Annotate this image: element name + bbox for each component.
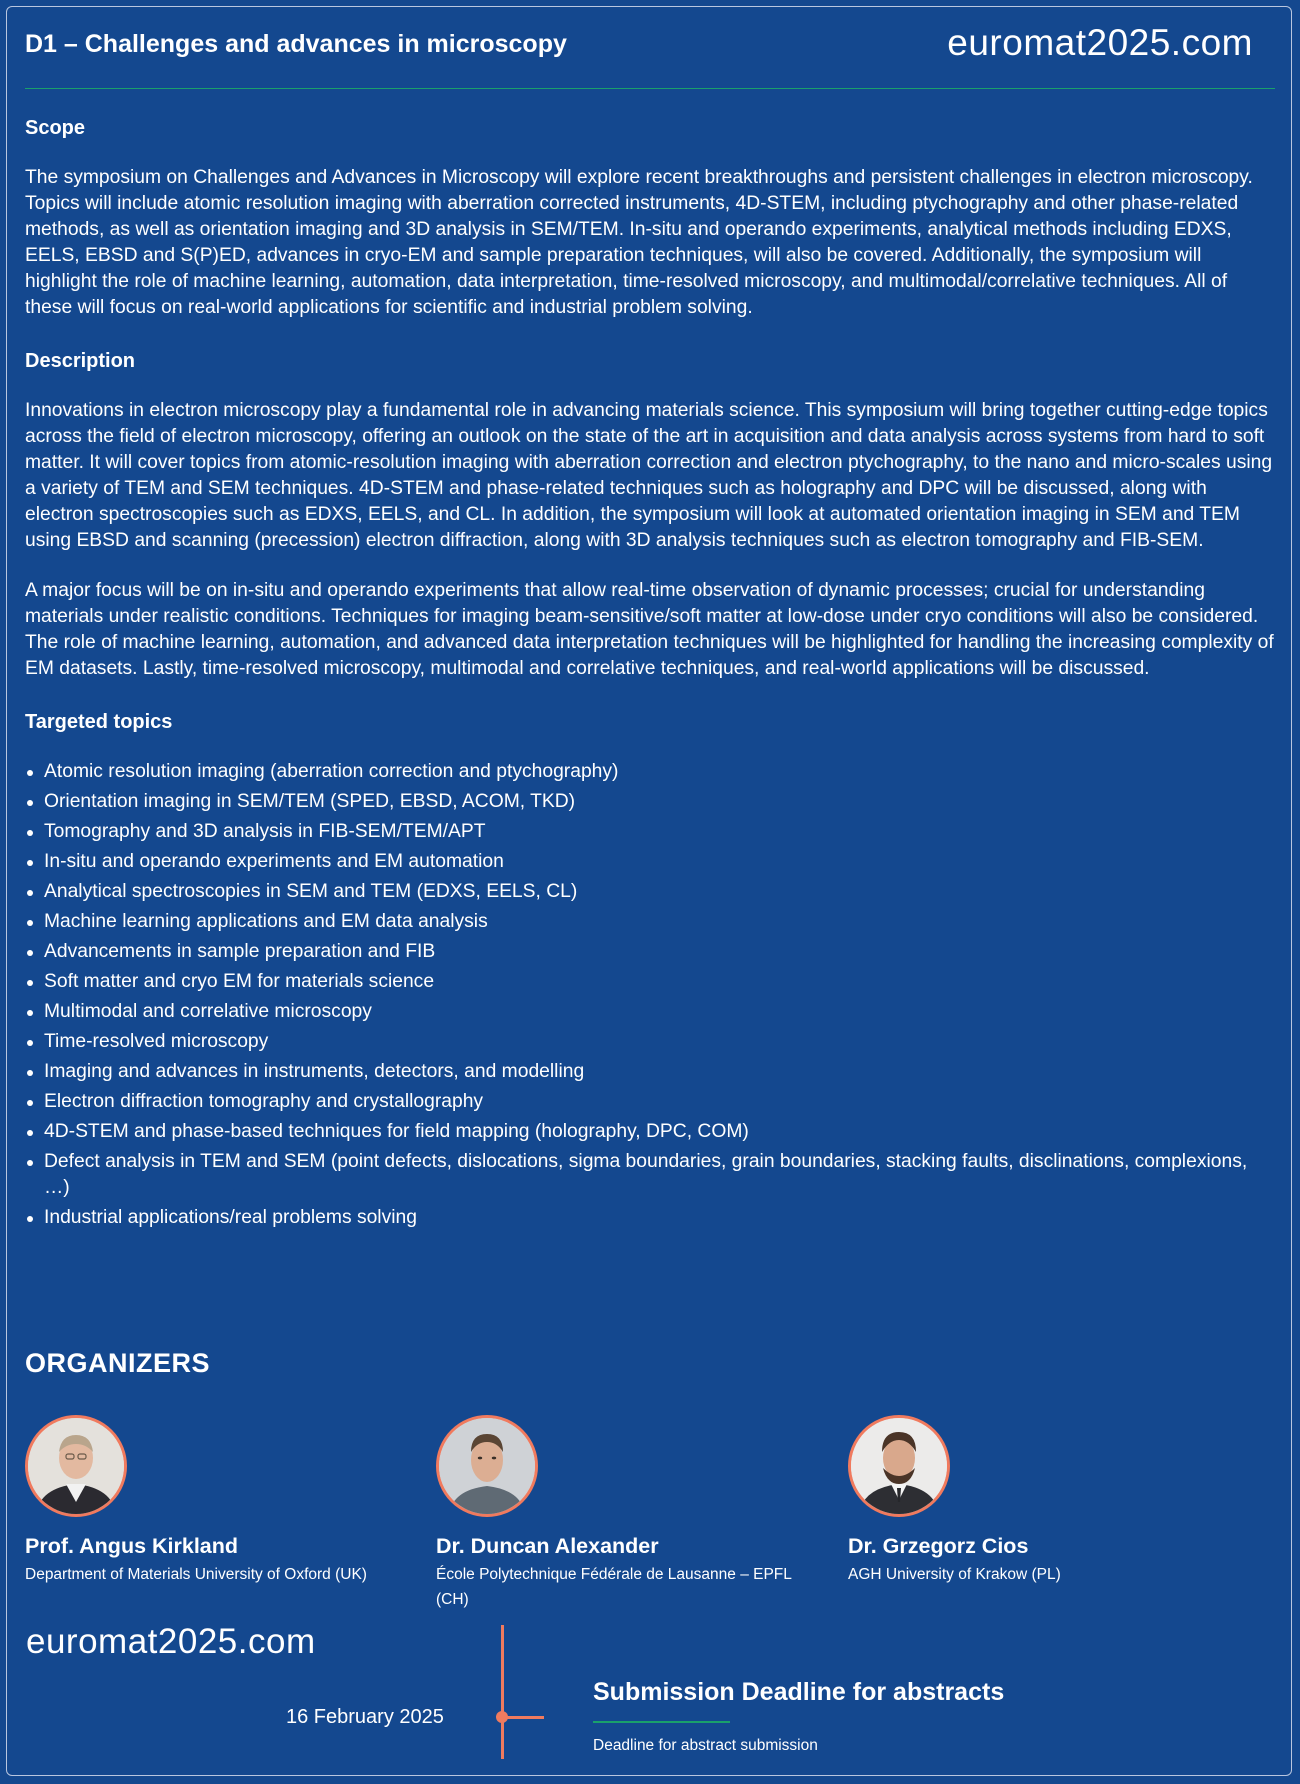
page-title: D1 – Challenges and advances in microscopy: [25, 30, 567, 58]
organizer-affiliation: Department of Materials University of Oxford (UK): [25, 1566, 367, 1583]
list-item: Atomic resolution imaging (aberration correction and ptychography): [25, 759, 1275, 785]
organizer-card: [25, 1415, 405, 1587]
footer-site-name[interactable]: euromat2025.com: [26, 1622, 316, 1661]
scope-heading: Scope: [25, 117, 86, 139]
list-item: Time-resolved microscopy: [25, 1029, 1275, 1055]
header: [25, 22, 1275, 89]
organizer-name: Dr. Duncan Alexander: [436, 1534, 659, 1558]
timeline-tick: [502, 1716, 544, 1719]
list-item: Defect analysis in TEM and SEM (point defects, dislocations, sigma boundaries, grain boundaries, stacking faults, disclinations, complexions, …): [25, 1149, 1275, 1201]
timeline-title: Submission Deadline for abstracts: [593, 1678, 1005, 1706]
organizer-affiliation: École Polytechnique Fédérale de Lausanne – EPFL (CH): [436, 1566, 792, 1608]
list-item: Soft matter and cryo EM for materials science: [25, 969, 1275, 995]
description-paragraph-1: Innovations in electron microscopy play a fundamental role in advancing materials science. This symposium will bring together cutting-edge topics across the field of electron microscopy, offering an outlook on the state of the art in acquisition and data analysis across systems from hard to soft matter. It will cover topics from atomic-resolution imaging with aberration correction and electron ptychography, to the nano and micro-scales using a variety of TEM and SEM techniques. 4D-STEM and phase-related techniques such as holography and DPC will be discussed, along with electron spectroscopies such as EDXS, EELS, and CL. In addition, the symposium will look at automated orientation imaging in SEM and TEM using EBSD and scanning (precession) electron diffraction, along with 3D analysis techniques such as electron tomography and FIB-SEM.: [25, 400, 1273, 551]
description-paragraph-2: A major focus will be on in-situ and operando experiments that allow real-time observation of dynamic processes; crucial for understanding materials under realistic conditions. Techniques for imaging beam-sensitive/soft matter at low-dose under cryo conditions will also be considered. The role of machine learning, automation, and advanced data interpretation techniques will be highlighted for handling the increasing complexity of EM datasets. Lastly, time-resolved microscopy, multimodal and correlative techniques, and real-world applications will be discussed.: [25, 580, 1274, 679]
organizers-heading: ORGANIZERS: [25, 1348, 211, 1378]
timeline-line: [501, 1625, 504, 1759]
organizer-name: Dr. Grzegorz Cios: [848, 1534, 1029, 1558]
list-item: In-situ and operando experiments and EM automation: [25, 849, 1275, 875]
list-item: Multimodal and correlative microscopy: [25, 999, 1275, 1025]
timeline-dot: [496, 1711, 508, 1723]
main-content: [25, 112, 1275, 1235]
site-name[interactable]: euromat2025.com: [947, 22, 1253, 63]
list-item: Advancements in sample preparation and FIB: [25, 939, 1275, 965]
list-item: Machine learning applications and EM data analysis: [25, 909, 1275, 935]
avatar: [25, 1415, 127, 1517]
scope-text: The symposium on Challenges and Advances in Microscopy will explore recent breakthroughs and persistent challenges in electron microscopy. Topics will include atomic resolution imaging with aberration corrected instruments, 4D-STEM, including ptychography and other phase-related methods, as well as orientation imaging and 3D analysis in SEM/TEM. In-situ and operando experiments, analytical methods including EDXS, EELS, EBSD and S(P)ED, advances in cryo-EM and sample preparation techniques, will also be covered. Additionally, the symposium will highlight the role of machine learning, automation, data interpretation, time-resolved microscopy, and multimodal/correlative techniques. All of these will focus on real-world applications for scientific and industrial problem solving.: [25, 167, 1253, 318]
topics-heading: Targeted topics: [25, 711, 173, 733]
avatar: [436, 1415, 538, 1517]
list-item: Electron diffraction tomography and crystallography: [25, 1089, 1275, 1115]
organizer-affiliation: AGH University of Krakow (PL): [848, 1566, 1061, 1583]
description-heading: Description: [25, 350, 136, 372]
list-item: Imaging and advances in instruments, detectors, and modelling: [25, 1059, 1275, 1085]
list-item: Industrial applications/real problems solving: [25, 1205, 1275, 1231]
list-item: Orientation imaging in SEM/TEM (SPED, EBSD, ACOM, TKD): [25, 789, 1275, 815]
list-item: Analytical spectroscopies in SEM and TEM (EDXS, EELS, CL): [25, 879, 1275, 905]
organizer-name: Prof. Angus Kirkland: [25, 1534, 239, 1558]
organizer-card: [848, 1415, 1228, 1587]
list-item: 4D-STEM and phase-based techniques for field mapping (holography, DPC, COM): [25, 1119, 1275, 1145]
avatar: [848, 1415, 950, 1517]
timeline-subtitle: Deadline for abstract submission: [593, 1737, 818, 1754]
topics-list: [25, 759, 1275, 1231]
list-item: Tomography and 3D analysis in FIB-SEM/TEM/APT: [25, 819, 1275, 845]
timeline-date: 16 February 2025: [286, 1706, 444, 1728]
organizer-card: [436, 1415, 796, 1612]
timeline-title-underline: [593, 1721, 730, 1723]
